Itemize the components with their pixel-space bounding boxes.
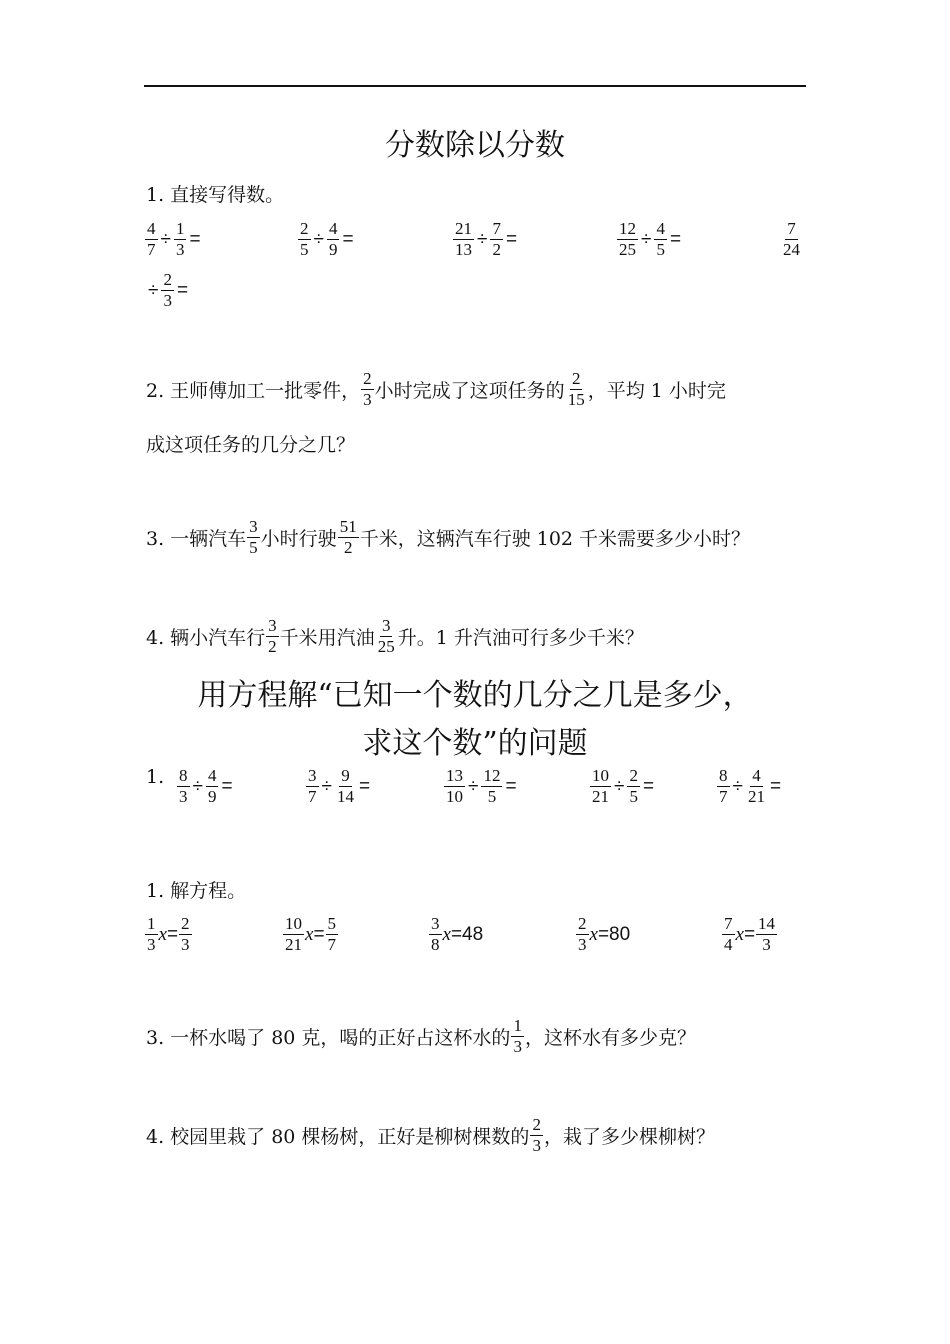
equals-sign: = — [642, 775, 655, 797]
fraction: $\frac{12}{5}$ — [483, 766, 501, 806]
expr-2-4 — [589, 766, 656, 807]
divide-sign: ÷ — [641, 228, 652, 250]
expr-2-3 — [443, 766, 519, 807]
fraction: $\frac{7}{4}$ — [724, 914, 733, 954]
divide-sign: ÷ — [321, 775, 332, 797]
fraction: $\frac{7}{2}$ — [492, 219, 501, 259]
fraction: $\frac{8}{3}$ — [179, 766, 188, 806]
fraction: $\frac{4}{5}$ — [656, 219, 665, 259]
fraction: $\frac{13}{10}$ — [446, 766, 463, 806]
fraction: $\frac{10}{21}$ — [592, 766, 609, 806]
section1-heading: 1. 直接写得数。 — [146, 184, 285, 206]
divide-sign: ÷ — [313, 228, 324, 250]
fraction: $\frac{1}{3}$ — [147, 914, 156, 954]
fraction: $\frac{5}{7}$ — [327, 914, 337, 954]
fraction: $\frac{2}{3}$ — [181, 914, 190, 954]
equation-5: $\frac{7}{4}$ x = $\frac{14}{3}$ — [724, 914, 776, 954]
equals-sign: = — [176, 279, 189, 301]
divide-sign: ÷ — [468, 775, 479, 797]
fraction: $\frac{4}{7}$ — [147, 219, 156, 259]
fraction: $\frac{3}{7}$ — [308, 766, 317, 806]
divide-sign: ÷ — [732, 775, 743, 797]
equals-sign: = — [669, 228, 682, 250]
divide-sign: ÷ — [148, 279, 159, 301]
expr-1-2 — [297, 219, 356, 260]
fraction: $\frac{10}{21}$ — [285, 914, 302, 954]
equation-1: $\frac{1}{3}$ x = $\frac{2}{3}$ — [147, 914, 190, 954]
divide-sign: ÷ — [477, 228, 488, 250]
fraction: $\frac{12}{25}$ — [619, 219, 636, 259]
equals-sign: = — [342, 228, 354, 250]
equals-sign: = — [505, 228, 518, 250]
fraction: $\frac{4}{9}$ — [328, 219, 338, 259]
fraction: $\frac{2}{5}$ — [300, 219, 309, 259]
fraction: $\frac{3}{8}$ — [431, 914, 440, 954]
section-title-line1: 用方程解“已知一个数的几分之几是多少， — [197, 678, 753, 713]
equals-sign: = — [189, 228, 201, 250]
expr-1-4 — [616, 219, 683, 260]
fraction: $\frac{2}{3}$ — [532, 1115, 541, 1155]
question-3: 3. 一辆汽车 $\frac{3}{5}$ 小时行驶 $\frac{51}{2}$ 千米，这辆汽车行驶 102 千米需要多少小时？ — [146, 517, 751, 557]
fraction: $\frac{4}{9}$ — [207, 766, 217, 806]
equals-sign: = — [358, 775, 371, 797]
expr-1-3 — [452, 219, 519, 260]
equation-4: $\frac{2}{3}$ x = 80 — [578, 914, 631, 954]
expr-2-2 — [305, 766, 372, 807]
question-4: 4. 辆小汽车行 $\frac{3}{2}$ 千米用汽油 $\frac{3}{25}$ 升。1 升汽油可行多少千米？ — [146, 616, 644, 656]
fraction: $\frac{3}{2}$ — [268, 616, 277, 656]
fraction: $\frac{2}{3}$ — [363, 369, 372, 409]
fraction: $\frac{9}{14}$ — [336, 766, 354, 806]
expr-1-1 — [144, 219, 203, 260]
equals-sign: = — [769, 775, 782, 797]
fraction: $\frac{2}{3}$ — [163, 270, 172, 310]
question-5: 3. 一杯水喝了 80 克，喝的正好占这杯水的 $\frac{1}{3}$ ，这杯水有多少克？ — [146, 1016, 696, 1056]
divide-sign: ÷ — [192, 775, 203, 797]
section-title-line2: 求这个数”的问题 — [362, 726, 588, 761]
equation-2: $\frac{10}{21}$ x = $\frac{5}{7}$ — [285, 914, 337, 954]
expr-1-5-second-part — [146, 270, 190, 311]
fraction: $\frac{8}{7}$ — [719, 766, 728, 806]
fraction: $\frac{1}{3}$ — [513, 1016, 522, 1056]
fraction: $\frac{1}{3}$ — [175, 219, 185, 259]
page-title: 分数除以分数 — [385, 128, 565, 163]
expr-2-1 — [176, 766, 235, 807]
equation-3: $\frac{3}{8}$ x = 48 — [431, 914, 484, 954]
section2-label: 1. — [146, 766, 165, 788]
fraction: $\frac{2}{3}$ — [578, 914, 587, 954]
divide-sign: ÷ — [160, 228, 171, 250]
question-2-line2: 成这项任务的几分之几？ — [146, 434, 356, 456]
equals-sign: = — [505, 775, 517, 797]
fraction: $\frac{51}{2}$ — [339, 517, 357, 557]
fraction: $\frac{7}{24}$ — [783, 219, 800, 259]
fraction: $\frac{4}{21}$ — [747, 766, 765, 806]
fraction: $\frac{2}{15}$ — [567, 369, 585, 409]
fraction: $\frac{2}{5}$ — [629, 766, 638, 806]
question-6: 4. 校园里栽了 80 棵杨树，正好是柳树棵数的 $\frac{2}{3}$ ，栽了多少棵柳树？ — [146, 1115, 715, 1155]
top-rule — [144, 85, 806, 87]
divide-sign: ÷ — [614, 775, 625, 797]
fraction: $\frac{3}{5}$ — [249, 517, 258, 557]
section3-heading: 1. 解方程。 — [146, 880, 247, 902]
fraction: $\frac{3}{25}$ — [377, 616, 395, 656]
expr-1-5-first-part — [780, 219, 803, 260]
expr-2-5 — [716, 766, 783, 807]
question-2: 2. 王师傅加工一批零件， $\frac{2}{3}$ 小时完成了这项任务的 $\frac{2}{15}$ ，平均 1 小时完 — [146, 369, 726, 409]
fraction: $\frac{21}{13}$ — [455, 219, 472, 259]
fraction: $\frac{14}{3}$ — [758, 914, 776, 954]
equals-sign: = — [221, 775, 233, 797]
